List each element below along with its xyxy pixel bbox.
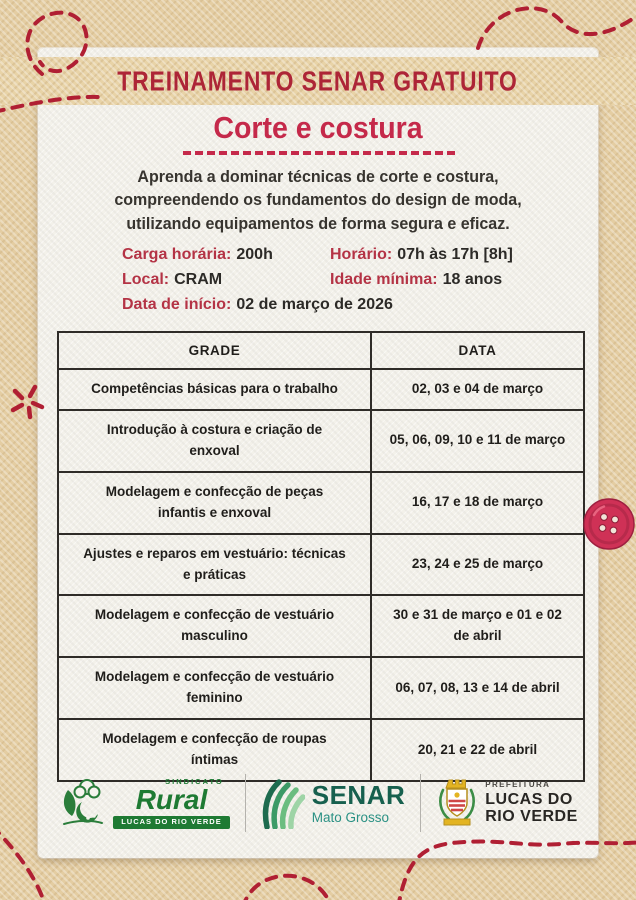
grade-cell: Modelagem e confecção de vestuário masculino: [58, 595, 371, 657]
course-title: Corte e costura: [213, 110, 423, 145]
table-header-row: [58, 332, 584, 369]
prefeitura-logo: [436, 776, 578, 830]
column-header-grade: GRADE: [58, 332, 371, 369]
grade-cell: Ajustes e reparos em vestuário: técnicas e práticas: [58, 534, 371, 596]
date-cell: 20, 21 e 22 de abril: [371, 719, 584, 781]
schedule-table: [57, 331, 585, 782]
prefeitura-city-line2: RIO VERDE: [485, 807, 578, 825]
date-cell: 30 e 31 de março e 01 e 02 de abril: [371, 595, 584, 657]
sewing-button-icon: [582, 497, 636, 551]
table-row: [58, 369, 584, 410]
grade-cell: Modelagem e confecção de vestuário feminino: [58, 657, 371, 719]
grade-cell: Introdução à costura e criação de enxoval: [58, 410, 371, 472]
grade-cell: Modelagem e confecção de roupas íntimas: [58, 719, 371, 781]
rural-name: Rural: [135, 784, 208, 815]
column-header-data: DATA: [371, 332, 584, 369]
date-cell: 16, 17 e 18 de março: [371, 472, 584, 534]
info-field-carga-horaria: Carga horária: 200h: [122, 246, 273, 263]
description-line: compreendendo os fundamentos do design de moda,: [114, 191, 522, 210]
poster-title: TREINAMENTO SENAR GRATUITO: [117, 64, 519, 97]
table-row: [58, 534, 584, 596]
grade-cell: Competências básicas para o trabalho: [58, 369, 371, 410]
rural-city-banner: LUCAS DO RIO VERDE: [113, 816, 230, 829]
course-description: [85, 166, 551, 236]
senar-logo: [261, 777, 406, 829]
table-row: [58, 410, 584, 472]
course-info: [122, 246, 542, 314]
senar-name: SENAR: [311, 779, 406, 810]
description-line: Aprenda a dominar técnicas de corte e costura,: [137, 168, 499, 186]
rural-sindicato-label: SINDICATO: [165, 776, 224, 786]
grade-cell: Modelagem e confecção de peças infantis e enxoval: [58, 472, 371, 534]
info-field-horario: Horário: 07h às 17h [8h]: [330, 246, 513, 263]
description-line: utilizando equipamentos de forma segura e eficaz.: [126, 214, 510, 233]
date-cell: 02, 03 e 04 de março: [371, 369, 584, 410]
logo-strip: [38, 760, 598, 846]
date-cell: 23, 24 e 25 de março: [371, 534, 584, 596]
dashed-underline: [183, 151, 455, 155]
sindicato-rural-logo: [58, 776, 230, 830]
senar-grass-icon: [261, 777, 305, 829]
info-field-data-inicio: Data de início: 02 de março de 2026: [122, 296, 393, 313]
info-field-local: Local: CRAM: [122, 271, 223, 288]
prefeitura-city-line1: LUCAS DO: [485, 790, 573, 808]
date-cell: 06, 07, 08, 13 e 14 de abril: [371, 657, 584, 719]
table-row: [58, 595, 584, 657]
table-row: [58, 657, 584, 719]
city-crest-icon: [436, 776, 478, 830]
info-field-idade-minima: Idade mínima: 18 anos: [330, 271, 503, 288]
cotton-plant-icon: [58, 776, 106, 830]
logo-divider: [245, 774, 246, 832]
date-cell: 05, 06, 09, 10 e 11 de março: [371, 410, 584, 472]
logo-divider: [420, 774, 421, 832]
senar-state-label: Mato Grosso: [311, 809, 390, 825]
prefeitura-label: PREFEITURA: [485, 779, 551, 789]
table-row: [58, 472, 584, 534]
